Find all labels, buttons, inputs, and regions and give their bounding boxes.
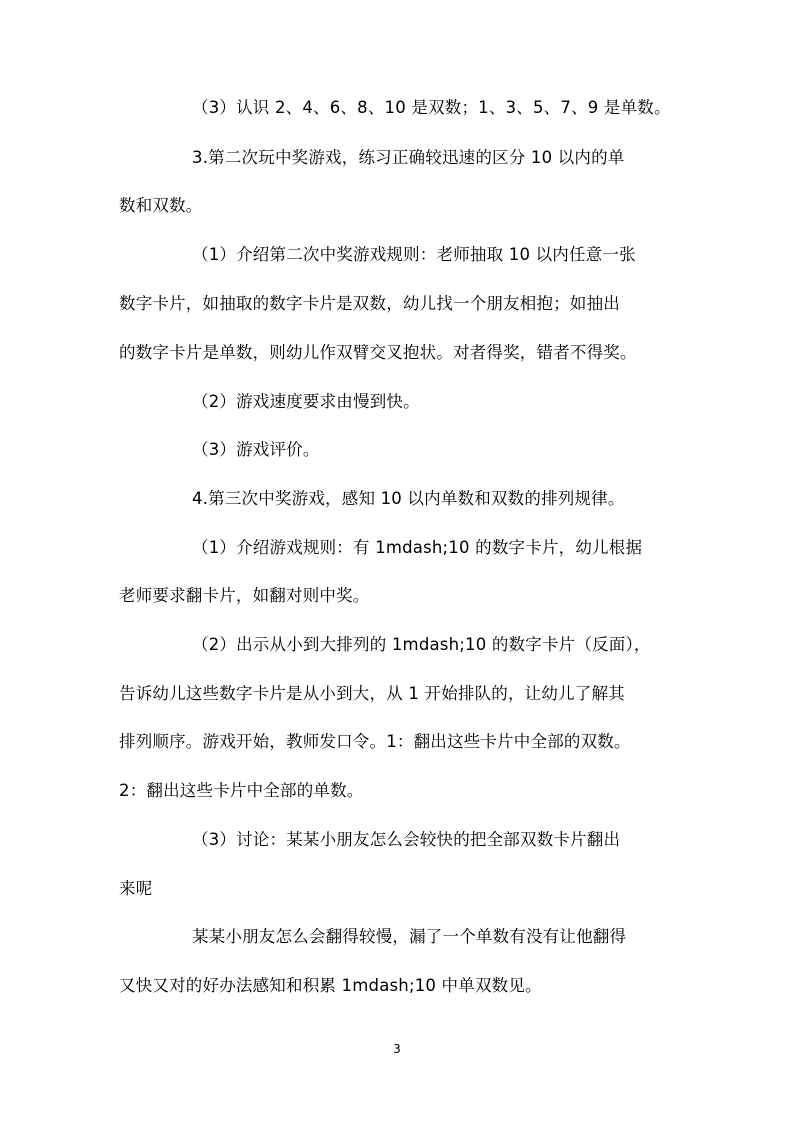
text-line: （1）介绍游戏规则：有 1mdash;10 的数字卡片，幼儿根据: [192, 538, 643, 557]
text-line: 数和双数。: [119, 196, 203, 215]
text-line: 2：翻出这些卡片中全部的单数。: [119, 781, 364, 800]
text-line: 某某小朋友怎么会翻得较慢，漏了一个单数有没有让他翻得: [192, 927, 627, 946]
text-line: 数字卡片，如抽取的数字卡片是双数，幼儿找一个朋友相抱；如抽出: [119, 294, 620, 313]
text-line: （2）出示从小到大排列的 1mdash;10 的数字卡片（反面），: [192, 635, 651, 654]
text-line: 来呢: [119, 879, 153, 898]
text-line: （2）游戏速度要求由慢到快。: [192, 392, 420, 411]
text-line: 老师要求翻卡片，如翻对则中奖。: [119, 586, 370, 605]
text-line: 4.第三次中奖游戏，感知 10 以内单数和双数的排列规律。: [192, 489, 625, 508]
text-line: （1）介绍第二次中奖游戏规则：老师抽取 10 以内任意一张: [192, 245, 636, 264]
text-line: 又快又对的好办法感知和积累 1mdash;10 中单双数见。: [119, 976, 542, 995]
text-line: （3）认识 2、4、6、8、10 是双数；1、3、5、7、9 是单数。: [192, 98, 671, 117]
text-line: 的数字卡片是单数，则幼儿作双臂交叉抱状。对者得奖，错者不得奖。: [119, 343, 637, 362]
text-line: （3）讨论：某某小朋友怎么会较快的把全部双数卡片翻出: [192, 830, 621, 849]
text-line: （3）游戏评价。: [192, 440, 320, 459]
text-line: 告诉幼儿这些数字卡片是从小到大，从 1 开始排队的，让幼儿了解其: [119, 684, 625, 703]
text-line: 排列顺序。游戏开始，教师发口令。1：翻出这些卡片中全部的双数。: [119, 732, 631, 751]
text-line: 3.第二次玩中奖游戏，练习正确较迅速的区分 10 以内的单: [192, 148, 625, 167]
page-number: 3: [393, 1042, 401, 1056]
